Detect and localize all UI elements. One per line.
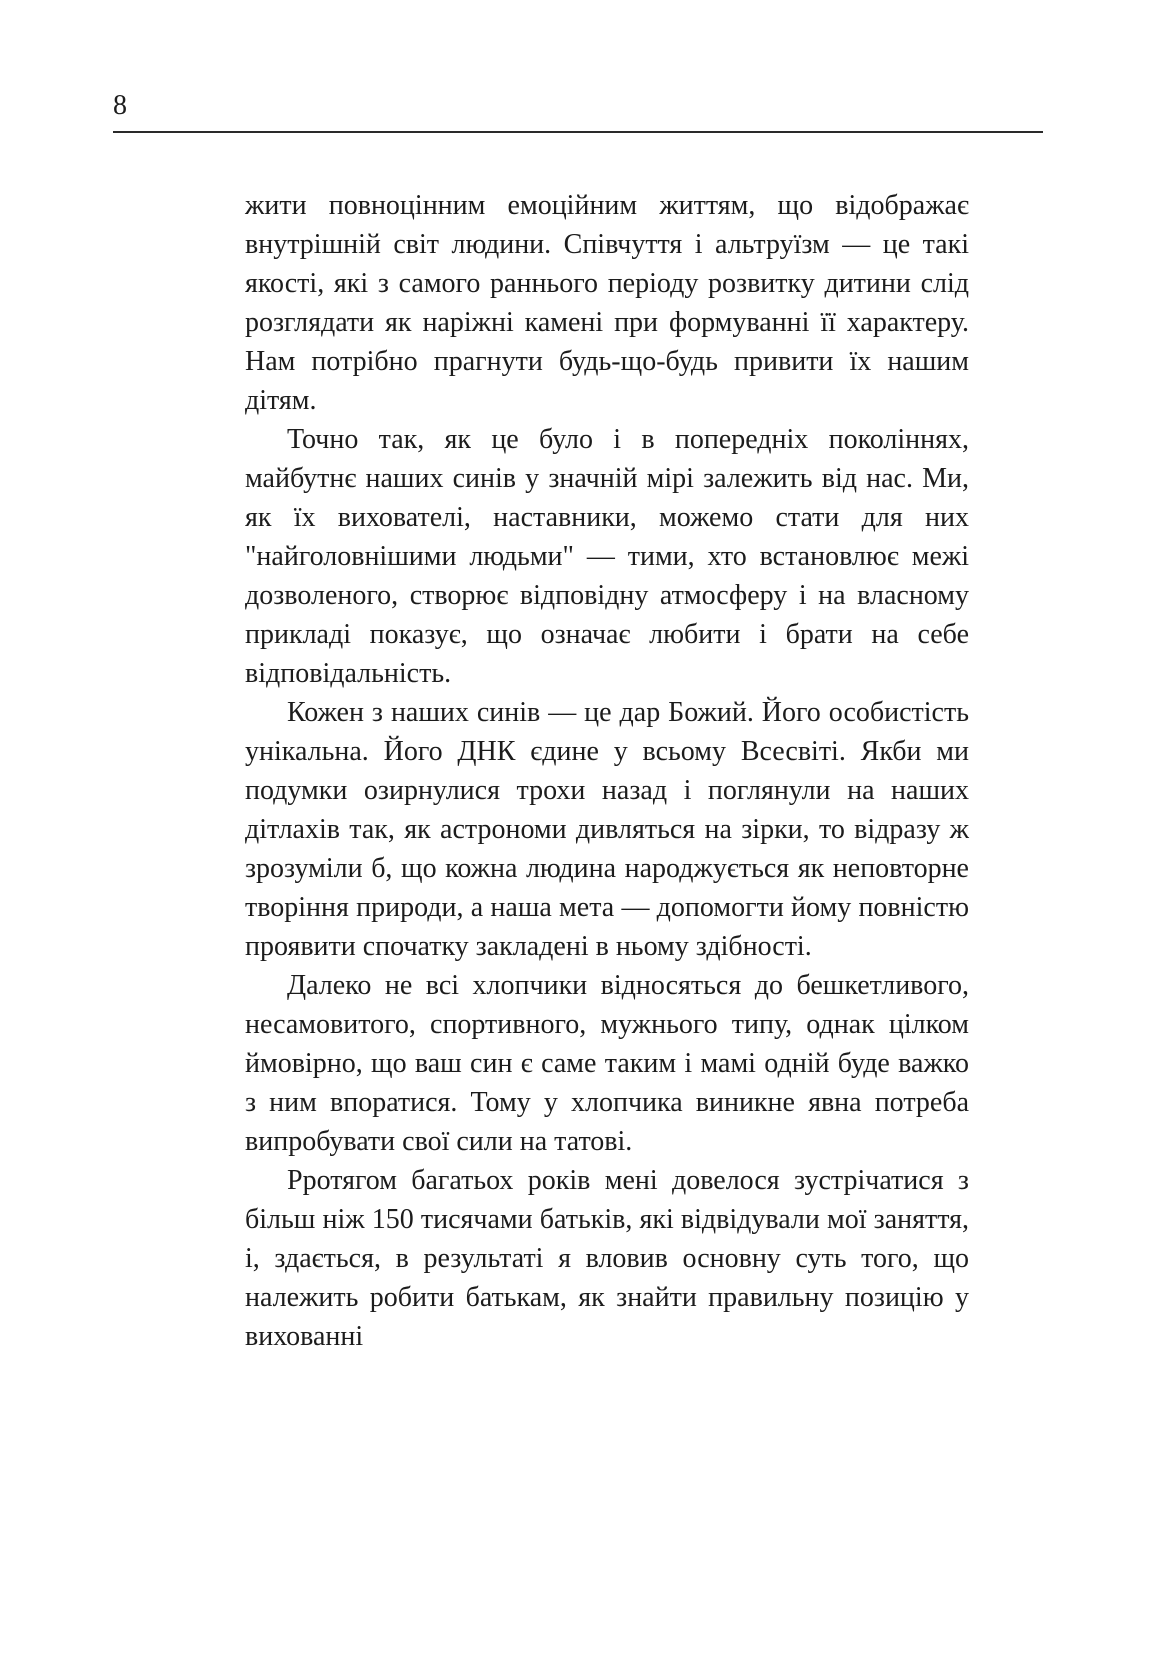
paragraph: Далеко не всі хлопчики відносяться до бешкетливого, несамовитого, спортивного, мужнього типу, однак цілком ймовірно, що ваш син є саме таким і мамі одній буде важко з ним впоратися. Тому у хлопчика виникне явна потреба випробувати свої сили на татові. <box>245 970 969 1157</box>
text-block <box>245 186 969 1356</box>
paragraph: Кожен з наших синів — це дар Божий. Його особистість унікальна. Його ДНК єдине у всьому Всесвіті. Якби ми подумки озирнулися трохи назад і поглянули на наших дітлахів так, як астрономи дивляться на зірки, то відразу ж зрозуміли б, що кожна людина народжується як неповторне творіння природи, а наша мета — допомогти йому повністю проявити спочатку закладені в ньому здібності. <box>245 697 969 962</box>
paragraph: Точно так, як це було і в попередніх поколіннях, майбутнє наших синів у значній мірі залежить від нас. Ми, як їх вихователі, наставники, можемо стати для них "найголовнішими людьми" — тими, хто встановлює межі дозволеного, створює відповідну атмосферу і на власному прикладі показує, що означає любити і брати на себе відповідальність. <box>245 424 969 689</box>
header-rule <box>113 131 1043 133</box>
page-number: 8 <box>113 90 127 121</box>
paragraph: Рротягом багатьох років мені довелося зустрічатися з більш ніж 150 тисячами батьків, які відвідували мої заняття, і, здається, в результаті я вловив основну суть того, що належить робити батькам, як знайти правильну позицію у вихованні <box>245 1165 969 1352</box>
paragraph: жити повноцінним емоційним життям, що відображає внутрішній світ людини. Співчуття і альтруїзм — це такі якості, які з самого раннього періоду розвитку дитини слід розглядати як наріжні камені при формуванні її характеру. Нам потрібно прагнути будь-що-будь привити їх нашим дітям. <box>245 190 969 416</box>
